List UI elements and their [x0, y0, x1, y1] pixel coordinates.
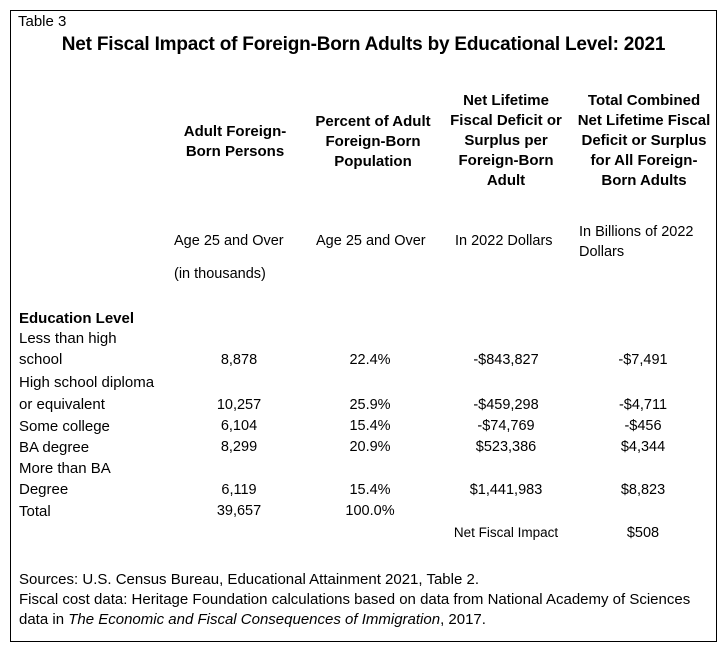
table-title: Net Fiscal Impact of Foreign-Born Adults by Educational Level: 2021 — [61, 34, 666, 55]
col-header-per-adult: Net Lifetime Fiscal Deficit or Surplus per Foreign-Born Adult — [450, 92, 562, 189]
sources-line-3-suffix: , 2017. — [440, 611, 486, 628]
sources-book-title: The Economic and Fiscal Consequences of Immigration — [68, 611, 441, 628]
col-unit-percent: Age 25 and Over — [316, 233, 426, 249]
cell-percent: 20.9% — [349, 439, 391, 455]
cell-per-adult: $1,441,983 — [469, 482, 543, 498]
row-label: Some college — [19, 418, 110, 435]
col-unit-total: In Billions of 2022 Dollars — [579, 224, 694, 260]
cell-persons-total: 39,657 — [216, 503, 262, 519]
row-label: More than BA — [19, 460, 111, 477]
net-fiscal-impact-label: Net Fiscal Impact — [453, 525, 559, 540]
cell-persons: 6,119 — [221, 482, 257, 498]
sources-line-3-prefix: data in — [19, 611, 69, 628]
cell-total: $8,823 — [620, 482, 666, 498]
cell-per-adult: -$459,298 — [473, 397, 539, 413]
row-label-cont: school — [19, 351, 63, 368]
cell-total: -$456 — [624, 418, 662, 434]
cell-percent: 15.4% — [349, 418, 391, 434]
sources-line-3 — [19, 611, 486, 628]
cell-percent: 22.4% — [349, 352, 391, 368]
net-fiscal-impact-value: $508 — [626, 525, 660, 541]
col-header-percent: Percent of Adult Foreign-Born Population — [315, 113, 431, 170]
row-label-cont: Degree — [19, 481, 69, 498]
cell-persons: 8,878 — [220, 352, 258, 368]
col-unit-persons: Age 25 and Over — [174, 233, 284, 249]
col-unit-per-adult: In 2022 Dollars — [455, 233, 553, 249]
row-label: BA degree — [19, 439, 90, 456]
row-label-total: Total — [19, 503, 51, 520]
row-label: High school diploma — [19, 374, 155, 391]
cell-total: -$7,491 — [618, 352, 668, 368]
cell-persons: 8,299 — [220, 439, 258, 455]
sources-line-1: Sources: U.S. Census Bureau, Educational Attainment 2021, Table 2. — [19, 571, 480, 588]
col-unit-persons-2: (in thousands) — [174, 266, 266, 282]
row-label: Less than high — [19, 330, 117, 347]
cell-percent: 15.4% — [349, 482, 391, 498]
cell-total: -$4,711 — [618, 397, 668, 413]
cell-per-adult: $523,386 — [475, 439, 537, 455]
cell-total: $4,344 — [620, 439, 666, 455]
cell-percent-total: 100.0% — [345, 503, 395, 519]
cell-per-adult: -$843,827 — [473, 352, 539, 368]
row-label-cont: or equivalent — [19, 396, 105, 413]
sources-line-2: Fiscal cost data: Heritage Foundation calculations based on data from National Academy of Sciences — [19, 591, 691, 608]
section-header-education-level: Education Level — [19, 310, 135, 327]
table-label: Table 3 — [18, 13, 67, 30]
cell-percent: 25.9% — [349, 397, 391, 413]
cell-persons: 6,104 — [220, 418, 258, 434]
cell-per-adult: -$74,769 — [477, 418, 535, 434]
col-header-persons: Adult Foreign-Born Persons — [183, 123, 287, 160]
cell-persons: 10,257 — [216, 397, 262, 413]
col-header-total: Total Combined Net Lifetime Fiscal Deficit or Surplus for All Foreign-Born Adults — [577, 92, 711, 189]
